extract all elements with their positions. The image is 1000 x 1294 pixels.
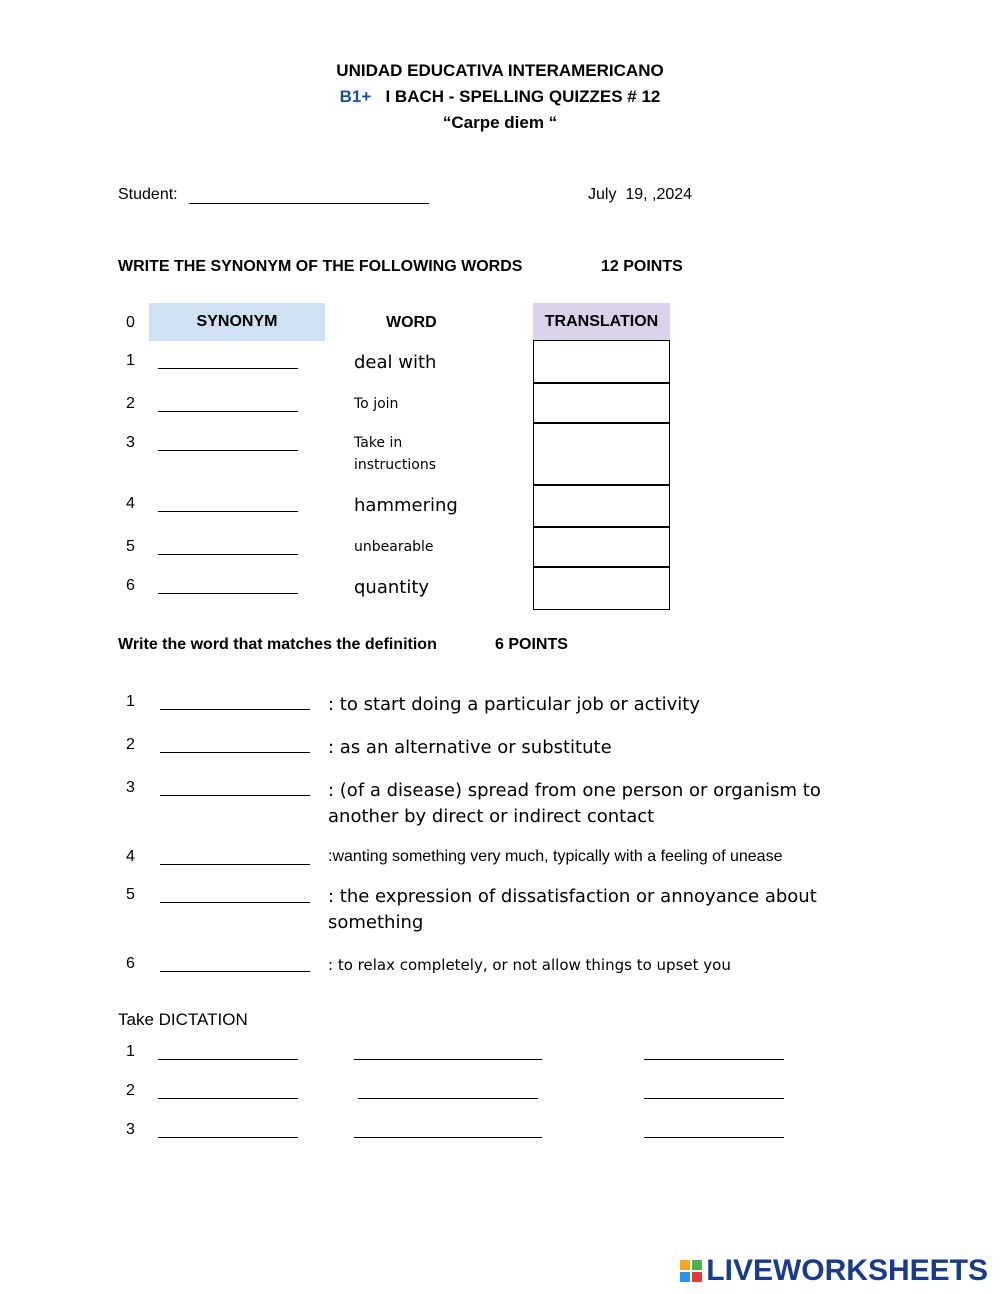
row-number: 3 xyxy=(126,1121,135,1138)
dictation-field[interactable] xyxy=(158,1059,298,1060)
row-number: 1 xyxy=(126,1043,135,1060)
synonym-answer-field[interactable] xyxy=(158,554,298,555)
section2-title: Write the word that matches the definition xyxy=(118,636,437,653)
dictation-field[interactable] xyxy=(158,1137,298,1138)
word-cell: deal with xyxy=(354,352,437,373)
translation-answer-box[interactable] xyxy=(533,484,670,528)
definition-answer-field[interactable] xyxy=(160,752,310,753)
liveworksheets-icon xyxy=(680,1260,702,1282)
translation-header: TRANSLATION xyxy=(533,303,670,341)
row-number: 4 xyxy=(126,848,135,865)
brand-name: LIVEWORKSHEETS xyxy=(706,1254,988,1287)
definition-text: :wanting something very much, typically with a feeling of unease xyxy=(328,848,783,865)
word-cell: unbearable xyxy=(354,539,434,555)
school-name: UNIDAD EDUCATIVA INTERAMERICANO xyxy=(336,61,664,80)
liveworksheets-logo xyxy=(680,1254,988,1288)
motto: “Carpe diem “ xyxy=(442,113,558,132)
word-cell: To join xyxy=(354,396,399,412)
word-cell: quantity xyxy=(354,577,430,598)
definition-text: : to relax completely, or not allow things to upset you xyxy=(328,956,731,974)
row-number: 3 xyxy=(126,434,135,451)
course-label: I BACH - SPELLING QUIZZES # 12 xyxy=(385,87,661,106)
row-number: 5 xyxy=(126,886,135,903)
synonym-answer-field[interactable] xyxy=(158,511,298,512)
row-number: 5 xyxy=(126,538,135,555)
section2-points: 6 POINTS xyxy=(495,636,568,653)
course-title xyxy=(0,87,1000,107)
row-number: 3 xyxy=(126,779,135,796)
dictation-field[interactable] xyxy=(158,1098,298,1099)
definition-text: : as an alternative or substitute xyxy=(328,737,612,758)
dictation-field[interactable] xyxy=(354,1059,542,1060)
dictation-field[interactable] xyxy=(358,1098,538,1099)
translation-answer-box[interactable] xyxy=(533,566,670,610)
row-number: 1 xyxy=(126,693,135,710)
definition-text: : (of a disease) spread from one person or organism to another by direct or indirect contact xyxy=(328,780,821,827)
definition-answer-field[interactable] xyxy=(160,864,310,865)
dictation-field[interactable] xyxy=(644,1098,784,1099)
definition-answer-field[interactable] xyxy=(160,971,310,972)
translation-answer-box[interactable] xyxy=(533,422,670,486)
definition-answer-field[interactable] xyxy=(160,709,310,710)
header-index: 0 xyxy=(126,314,135,331)
row-number: 6 xyxy=(126,577,135,594)
dictation-field[interactable] xyxy=(644,1059,784,1060)
word-header: WORD xyxy=(386,314,437,331)
row-number: 2 xyxy=(126,736,135,753)
dictation-field[interactable] xyxy=(644,1137,784,1138)
translation-answer-box[interactable] xyxy=(533,526,670,568)
translation-answer-box[interactable] xyxy=(533,340,670,384)
synonym-answer-field[interactable] xyxy=(158,593,298,594)
definition-text: : to start doing a particular job or activity xyxy=(328,694,700,715)
dictation-field[interactable] xyxy=(354,1137,542,1138)
row-number: 4 xyxy=(126,495,135,512)
synonym-answer-field[interactable] xyxy=(158,450,298,451)
word-cell: hammering xyxy=(354,495,458,516)
row-number: 2 xyxy=(126,395,135,412)
row-number: 2 xyxy=(126,1082,135,1099)
synonym-header: SYNONYM xyxy=(149,303,325,341)
level-badge: B1+ xyxy=(339,87,372,106)
translation-answer-box[interactable] xyxy=(533,382,670,424)
definition-answer-field[interactable] xyxy=(160,902,310,903)
synonym-answer-field[interactable] xyxy=(158,411,298,412)
section3-title: Take DICTATION xyxy=(118,1010,248,1029)
definition-answer-field[interactable] xyxy=(160,795,310,796)
row-number: 6 xyxy=(126,955,135,972)
quiz-date: July 19, ,2024 xyxy=(588,186,693,203)
row-number: 1 xyxy=(126,352,135,369)
definition-text: : the expression of dissatisfaction or annoyance about something xyxy=(328,886,817,933)
word-cell: Take in instructions xyxy=(354,435,436,473)
section1-title: WRITE THE SYNONYM OF THE FOLLOWING WORDS xyxy=(118,258,523,275)
synonym-answer-field[interactable] xyxy=(158,368,298,369)
student-label: Student: xyxy=(118,186,178,203)
student-name-field[interactable] xyxy=(189,203,429,204)
section1-points: 12 POINTS xyxy=(601,258,683,275)
